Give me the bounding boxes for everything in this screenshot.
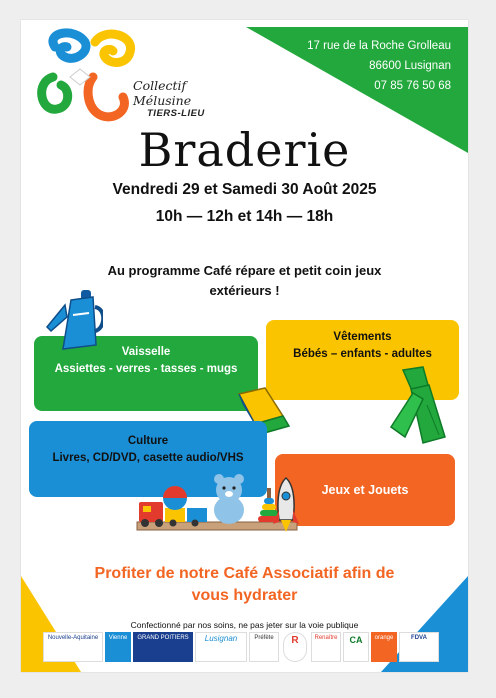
partner-logo-grand-poitiers: GRAND POITIERS: [133, 632, 193, 662]
partner-logo-fdva: FDVA: [399, 632, 439, 662]
ball-icon: [163, 486, 187, 510]
teddy-bear-icon: [214, 474, 244, 524]
rocket-icon: [271, 476, 301, 534]
partner-logo-prefete: Préfète: [249, 632, 279, 662]
partner-logo-ca: CA: [343, 632, 369, 662]
vaisselle-items: Assiettes - verres - tasses - mugs: [54, 363, 238, 375]
org-name: Collectif Mélusine: [133, 78, 192, 108]
program-line-1: Au programme Café répare et petit coin jeux: [107, 263, 382, 278]
jeux-title: Jeux et Jouets: [321, 483, 409, 497]
vaisselle-title: Vaisselle: [121, 346, 171, 358]
culture-items: Livres, CD/DVD, casette audio/VHS: [52, 452, 244, 464]
phone-number: 07 85 76 50 68: [374, 80, 451, 92]
vetements-items: Bébés – enfants - adultes: [293, 348, 432, 360]
org-tagline: TIERS-LIEU: [147, 108, 205, 119]
teapot-icon: [41, 285, 103, 355]
logo-swirl-icon: [35, 27, 145, 127]
partner-logo-lusignan: Lusignan: [195, 632, 247, 662]
vetements-title: Vêtements: [333, 331, 392, 343]
cafe-message: [21, 563, 468, 607]
address-line-1: 17 rue de la Roche Grolleau: [307, 40, 451, 52]
cafe-line-2: vous hydrater: [191, 587, 298, 604]
partner-logo-orange: orange: [371, 632, 397, 662]
program-line-2: extérieurs !: [209, 283, 280, 298]
culture-title: Culture: [127, 435, 169, 447]
contact-block: [307, 36, 451, 96]
event-title: Braderie: [138, 123, 351, 177]
event-dates: Vendredi 29 et Samedi 30 Août 2025: [112, 181, 377, 198]
partner-logo-r: R: [283, 632, 307, 662]
org-logo-text: [133, 78, 243, 119]
footer-note: Confectionné par nos soins, ne pas jeter sur la voie publique: [130, 620, 359, 630]
partner-logo-renaitre: Renaître: [311, 632, 341, 662]
cafe-line-1: Profiter de notre Café Associatif afin de: [94, 565, 395, 582]
partner-logo-vienne: Vienne: [105, 632, 131, 662]
flyer-page: [21, 20, 468, 672]
scarf-icon: [383, 365, 453, 445]
partner-logo-nouvelle-aquitaine: Nouvelle-Aquitaine: [43, 632, 103, 662]
event-hours: 10h — 12h et 14h — 18h: [155, 208, 334, 225]
address-line-2: 86600 Lusignan: [369, 60, 451, 72]
